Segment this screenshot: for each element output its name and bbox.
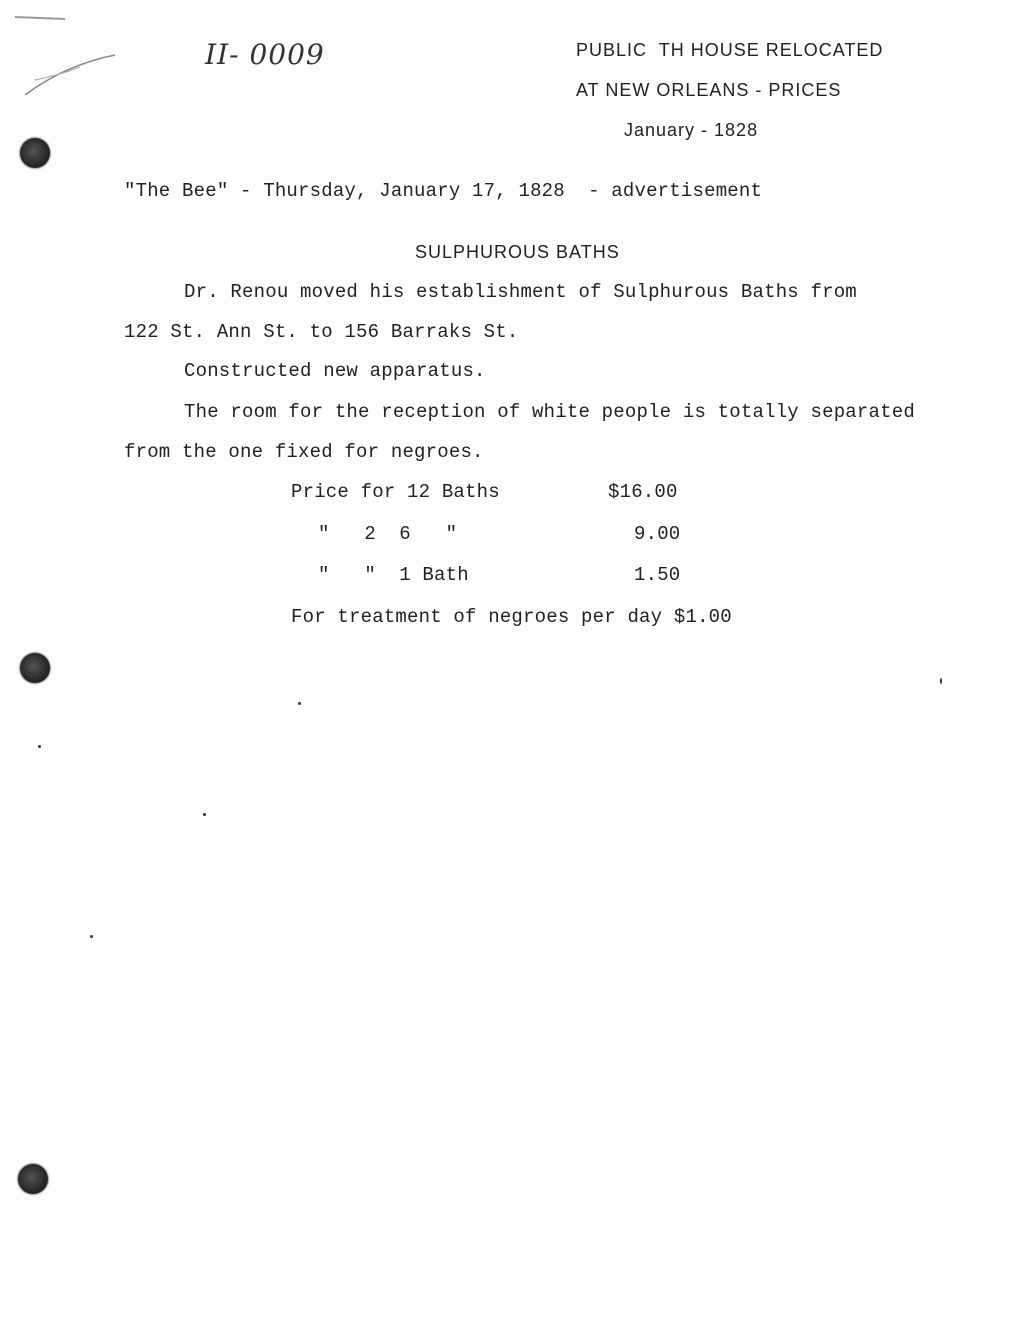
price-row-amount: 1.50 [634, 564, 681, 586]
margin-pencil-mark [5, 5, 135, 115]
paper-speck [298, 702, 301, 705]
price-row-label: " " 1 Bath [318, 564, 469, 586]
paper-speck [203, 813, 206, 816]
paper-speck [940, 678, 942, 684]
price-row-label: Price for 12 Baths [291, 481, 500, 503]
paragraph-3-line-1: The room for the reception of white people is totally separated [184, 401, 915, 423]
paper-speck [90, 935, 93, 938]
price-row-amount: $16.00 [608, 481, 678, 503]
header-date: January - 1828 [624, 120, 759, 140]
punch-hole-middle [20, 653, 50, 683]
paragraph-1-line-1: Dr. Renou moved his establishment of Sulphurous Baths from [184, 281, 857, 303]
document-id: II- 0009 [205, 38, 325, 71]
punch-hole-top [20, 138, 50, 168]
treatment-price-line: For treatment of negroes per day $1.00 [291, 606, 732, 628]
ad-heading: SULPHUROUS BATHS [415, 242, 620, 262]
paragraph-2: Constructed new apparatus. [184, 360, 486, 382]
paper-speck [38, 745, 41, 748]
source-line: "The Bee" - Thursday, January 17, 1828 - advertisement [124, 180, 763, 202]
price-row-label: " 2 6 " [318, 523, 458, 545]
paragraph-1-line-2: 122 St. Ann St. to 156 Barraks St. [124, 321, 519, 343]
header-line-1: PUBLIC TH HOUSE RELOCATED [576, 40, 884, 60]
header-line-2: AT NEW ORLEANS - PRICES [576, 80, 842, 100]
punch-hole-bottom [18, 1164, 48, 1194]
price-row-amount: 9.00 [634, 523, 681, 545]
paragraph-3-line-2: from the one fixed for negroes. [124, 441, 484, 463]
